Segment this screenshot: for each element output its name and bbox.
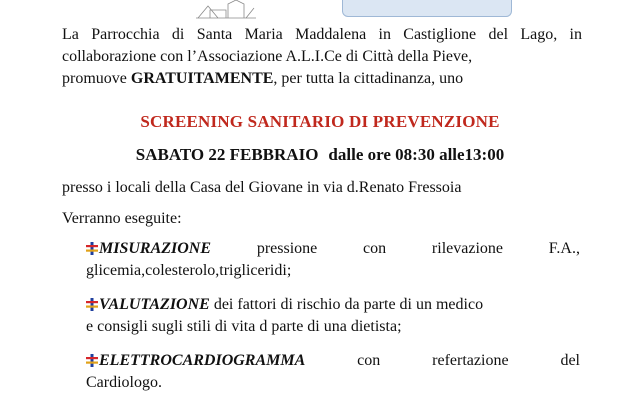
item-keyword: VALUTAZIONE xyxy=(99,296,210,313)
item-line-2: e consigli sugli stili di vita d parte di una dietista; xyxy=(86,318,402,335)
list-intro: Verranno eseguite: xyxy=(62,210,182,227)
item-word: F.A., xyxy=(548,240,580,257)
item-word: rilevazione xyxy=(431,240,503,257)
intro-line-1: La Parrocchia di Santa Maria Maddalena in Castiglione del Lago, in xyxy=(62,26,582,43)
logo-banner xyxy=(342,0,512,17)
event-hours: dalle ore 08:30 alle13:00 xyxy=(328,145,505,164)
item-word: refertazione xyxy=(432,352,509,369)
church-sketch-image xyxy=(196,0,256,20)
header-image xyxy=(0,0,640,22)
intro-line-2: collaborazione con l’Associazione A.L.I.Ce di Città della Pieve, xyxy=(62,48,473,65)
item-text: dei fattori di rischio da parte di un medico xyxy=(209,296,484,313)
list-item-evaluation xyxy=(86,294,580,338)
item-line-2: glicemia,colesterolo,trigliceridi; xyxy=(86,262,292,279)
intro-line-3-start: promuove xyxy=(62,70,131,87)
item-line-2: Cardiologo. xyxy=(86,374,162,391)
event-date xyxy=(0,145,640,165)
intro-paragraph xyxy=(62,24,582,90)
item-word: del xyxy=(560,352,580,369)
item-word: con xyxy=(357,352,381,369)
intro-line-3 xyxy=(62,68,582,90)
free-of-charge-emphasis: GRATUITAMENTE xyxy=(130,70,274,87)
item-keyword: MISURAZIONE xyxy=(99,240,212,257)
event-day: SABATO 22 FEBBRAIO xyxy=(135,145,319,164)
item-keyword: ELETTROCARDIOGRAMMA xyxy=(99,352,306,369)
event-location: presso i locali della Casa del Giovane in via d.Renato Fressoia xyxy=(62,179,462,196)
cross-bullet-icon xyxy=(86,298,98,311)
page-title: SCREENING SANITARIO DI PREVENZIONE xyxy=(140,112,500,131)
item-word: pressione xyxy=(256,240,318,257)
item-word: con xyxy=(363,240,387,257)
cross-bullet-icon xyxy=(86,242,98,255)
intro-line-3-end: , per tutta la cittadinanza, uno xyxy=(273,70,464,87)
cross-bullet-icon xyxy=(86,354,98,367)
list-item-measurement xyxy=(86,238,580,282)
list-item-ecg xyxy=(86,350,580,394)
